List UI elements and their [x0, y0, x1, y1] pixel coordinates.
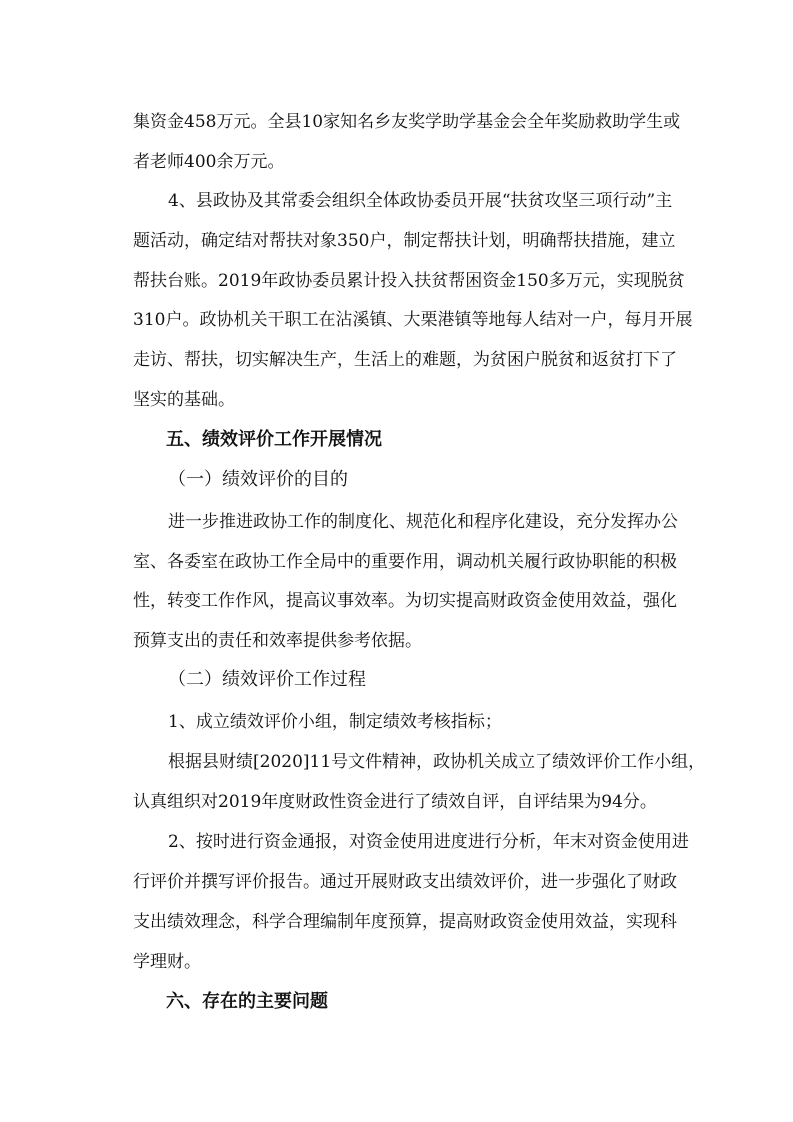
- paragraph-line: 预算支出的责任和效率提供参考依据。: [133, 631, 422, 651]
- section-heading: 五、绩效评价工作开展情况: [166, 429, 382, 450]
- paragraph-line: 根据县财绩[2020]11号文件精神，政协机关成立了绩效评价工作小组，: [168, 752, 706, 772]
- paragraph-line: 集资金458万元。全县10家知名乡友奖学助学基金会全年奖励救助学生或: [133, 112, 681, 132]
- paragraph-line: 性，转变工作作风，提高议事效率。为切实提高财政资金使用效益，强化: [133, 591, 677, 611]
- paragraph-line: 进一步推进政协工作的制度化、规范化和程序化建设，充分发挥办公: [168, 512, 678, 532]
- paragraph-line: 学理财。: [133, 952, 201, 972]
- paragraph-line: 310户。政协机关干职工在沾溪镇、大栗港镇等地每人结对一户，每月开展: [133, 310, 693, 330]
- paragraph-line: 室、各委室在政协工作全局中的重要作用，调动机关履行政协职能的积极: [133, 552, 677, 572]
- paragraph-line: 者老师400余万元。: [133, 152, 285, 172]
- paragraph-line: 4、县政协及其常委会组织全体政协委员开展“扶贫攻坚三项行动”主: [168, 191, 673, 211]
- paragraph-line: 2、按时进行资金通报，对资金使用进度进行分析，年末对资金使用进: [168, 832, 689, 852]
- paragraph-line: 走访、帮扶，切实解决生产，生活上的难题，为贫困户脱贫和返贫打下了: [133, 350, 677, 370]
- paragraph-line: 题活动，确定结对帮扶对象350户，制定帮扶计划，明确帮扶措施，建立: [133, 231, 676, 251]
- paragraph-line: 1、成立绩效评价小组，制定绩效考核指标；: [168, 712, 502, 732]
- section-heading: 六、存在的主要问题: [166, 991, 328, 1012]
- paragraph-line: 坚实的基础。: [133, 390, 235, 410]
- subsection-heading: （一）绩效评价的目的: [168, 469, 348, 490]
- paragraph-line: 帮扶台账。2019年政协委员累计投入扶贫帮困资金150多万元，实现脱贫: [133, 271, 685, 291]
- paragraph-line: 支出绩效理念，科学合理编制年度预算，提高财政资金使用效益，实现科: [133, 912, 677, 932]
- paragraph-line: 行评价并撰写评价报告。通过开展财政支出绩效评价，进一步强化了财政: [133, 872, 677, 892]
- subsection-heading: （二）绩效评价工作过程: [168, 669, 366, 690]
- paragraph-line: 认真组织对2019年度财政性资金进行了绩效自评，自评结果为94分。: [133, 792, 657, 812]
